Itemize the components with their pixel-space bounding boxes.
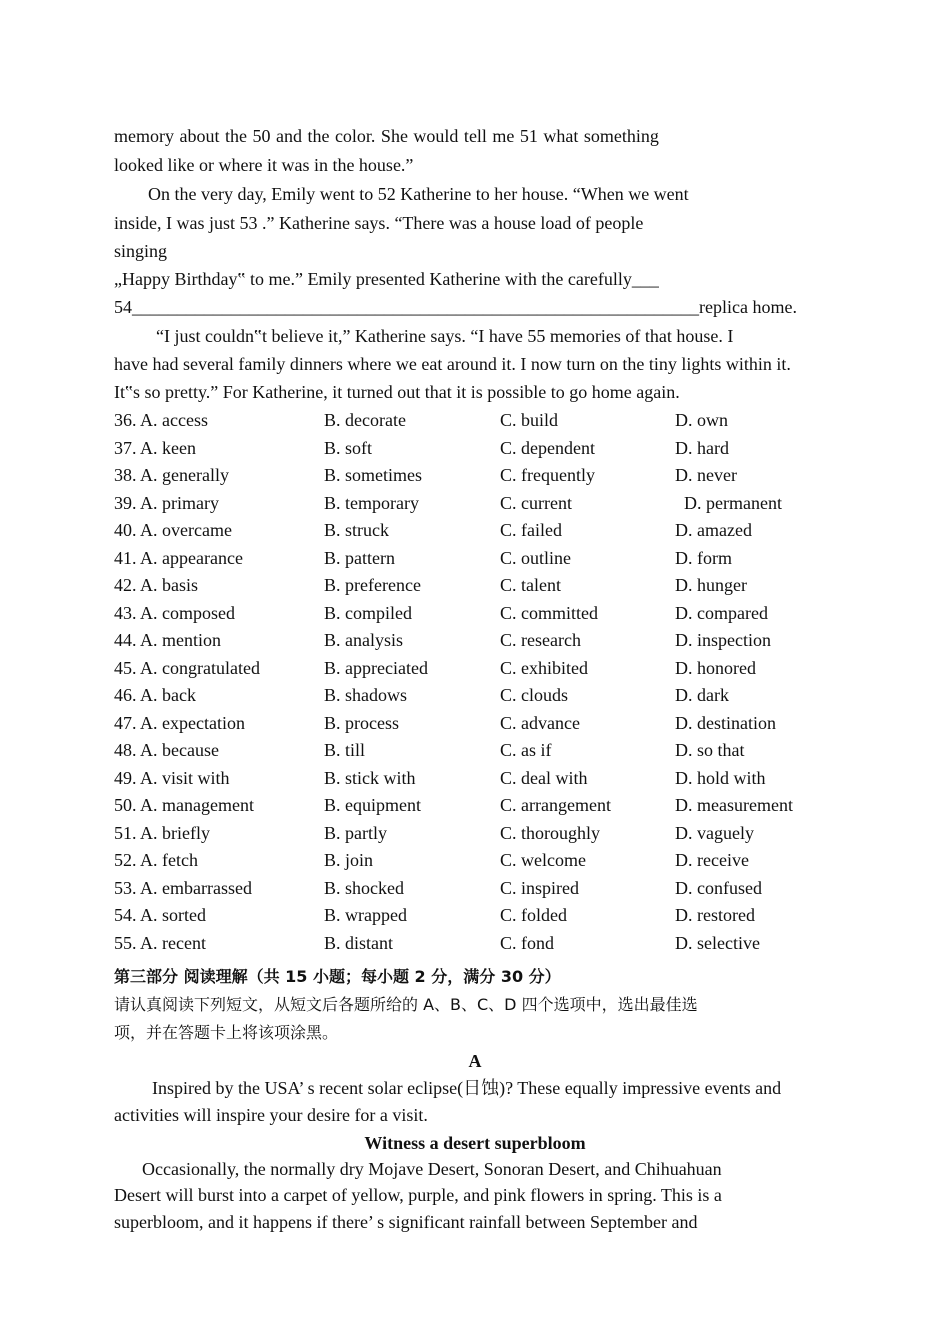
passage-line: have had several family dinners where we eat around it. I now turn on the tiny lights within it. (114, 354, 791, 374)
question-row (0, 736, 950, 764)
option-d: D. hold with (675, 767, 766, 788)
option-a: 40. A. overcame (114, 520, 232, 540)
option-d: D. form (675, 547, 732, 568)
question-row (0, 791, 950, 819)
option-c: C. exhibited (500, 657, 588, 678)
option-d: D. confused (675, 877, 762, 898)
option-b: B. appreciated (324, 657, 428, 678)
option-b: B. till (324, 740, 366, 760)
option-d: D. so that (675, 740, 745, 760)
option-a: 48. A. because (114, 740, 219, 760)
passage-line: „Happy Birthday‟ to me.” Emily presented Katherine with the carefully___ (114, 269, 659, 289)
option-b: B. soft (324, 437, 373, 458)
option-d: D. restored (675, 905, 755, 925)
option-d: D. dark (675, 685, 729, 705)
option-c: C. welcome (500, 850, 586, 870)
question-row (0, 929, 950, 957)
passage-line: looked like or where it was in the house.” (114, 155, 414, 175)
body-text: superbloom, and it happens if there’ s significant rainfall between September and (114, 1212, 698, 1232)
question-row (0, 846, 950, 874)
passage-line: 54_______________________________________________________________replica home. (114, 297, 797, 317)
option-b: B. partly (324, 822, 387, 843)
option-b: B. shadows (324, 685, 408, 705)
option-d: D. receive (675, 850, 749, 870)
option-b: B. compiled (324, 602, 412, 623)
option-a: 46. A. back (114, 685, 196, 705)
option-a: 52. A. fetch (114, 850, 198, 870)
question-row (0, 489, 950, 517)
question-row (0, 434, 950, 462)
option-a: 53. A. embarrassed (114, 877, 252, 898)
option-d: D. destination (675, 712, 776, 733)
option-c: C. clouds (500, 685, 569, 705)
option-d: D. hard (675, 437, 729, 458)
option-b: B. process (324, 712, 399, 733)
option-d: D. hunger (675, 575, 747, 595)
instruction-text: 项，并在答题卡上将该项涂黑。 (114, 1023, 339, 1042)
body-text: Occasionally, the normally dry Mojave Desert, Sonoran Desert, and Chihuahuan (142, 1159, 722, 1179)
option-c: C. fond (500, 932, 554, 953)
option-b: B. struck (324, 520, 389, 540)
option-b: B. distant (324, 932, 394, 953)
option-b: B. temporary (324, 492, 419, 513)
option-d: D. never (675, 465, 737, 485)
option-b: B. shocked (324, 877, 404, 898)
option-c: C. current (500, 492, 572, 513)
option-c: C. build (500, 410, 559, 430)
option-d: D. permanent (684, 492, 782, 513)
question-row (0, 654, 950, 682)
question-row (0, 571, 950, 599)
option-c: C. frequently (500, 465, 595, 485)
passage-line: inside, I was just 53 .” Katherine says. “There was a house load of people (114, 213, 644, 233)
passage-label: A (468, 1051, 482, 1071)
question-row (0, 599, 950, 627)
option-c: C. as if (500, 740, 552, 760)
question-row (0, 544, 950, 572)
question-row (0, 626, 950, 654)
option-a: 49. A. visit with (114, 767, 230, 788)
option-a: 37. A. keen (114, 437, 196, 458)
passage-line: On the very day, Emily went to 52 Katherine to her house. “When we went (148, 184, 689, 204)
option-c: C. arrangement (500, 795, 611, 815)
option-d: D. amazed (675, 520, 752, 540)
question-row (0, 406, 950, 434)
option-a: 54. A. sorted (114, 905, 206, 925)
option-c: C. research (500, 630, 581, 650)
instruction-text: 请认真阅读下列短文，从短文后各题所给的 A、B、C、D 四个选项中，选出最佳选 (114, 995, 698, 1014)
option-a: 44. A. mention (114, 630, 221, 650)
passage-line: It‟s so pretty.” For Katherine, it turned out that it is possible to go home again. (114, 382, 680, 402)
option-b: B. analysis (324, 630, 403, 650)
option-b: B. equipment (324, 795, 421, 815)
option-b: B. join (324, 850, 374, 870)
subheading: Witness a desert superbloom (364, 1133, 586, 1153)
option-c: C. folded (500, 905, 567, 925)
section-heading: 第三部分 阅读理解（共 15 小题；每小题 2 分，满分 30 分） (114, 967, 561, 986)
option-a: 41. A. appearance (114, 547, 243, 568)
body-text: Desert will burst into a carpet of yellow, purple, and pink flowers in spring. This is a (114, 1185, 722, 1205)
option-b: B. decorate (324, 410, 406, 430)
option-d: D. selective (675, 932, 760, 953)
question-row (0, 516, 950, 544)
option-d: D. honored (675, 657, 756, 678)
question-row (0, 874, 950, 902)
option-d: D. vaguely (675, 822, 754, 843)
option-a: 42. A. basis (114, 575, 199, 595)
passage-line: memory about the 50 and the color. She would tell me 51 what something (114, 126, 659, 146)
option-a: 45. A. congratulated (114, 657, 260, 678)
option-b: B. sometimes (324, 465, 422, 485)
option-c: C. talent (500, 575, 561, 595)
option-b: B. stick with (324, 767, 416, 788)
option-c: C. outline (500, 547, 571, 568)
option-b: B. wrapped (324, 905, 407, 925)
intro-text: activities will inspire your desire for a visit. (114, 1105, 428, 1125)
option-c: C. committed (500, 602, 598, 623)
passage-line: “I just couldn‟t believe it,” Katherine says. “I have 55 memories of that house. I (156, 326, 734, 346)
option-a: 39. A. primary (114, 492, 219, 513)
question-row (0, 709, 950, 737)
option-a: 36. A. access (114, 410, 208, 430)
option-a: 55. A. recent (114, 932, 206, 953)
intro-text: Inspired by the USA’ s recent solar eclipse(日蚀)? These equally impressive events and (152, 1078, 782, 1098)
option-c: C. inspired (500, 877, 579, 898)
option-c: C. advance (500, 712, 580, 733)
option-d: D. measurement (675, 795, 793, 815)
question-row (0, 819, 950, 847)
option-c: C. thoroughly (500, 822, 601, 843)
option-a: 51. A. briefly (114, 822, 210, 843)
question-row (0, 901, 950, 929)
question-row (0, 764, 950, 792)
option-c: C. dependent (500, 437, 595, 458)
option-d: D. own (675, 410, 728, 430)
option-b: B. preference (324, 575, 421, 595)
question-row (0, 461, 950, 489)
option-a: 47. A. expectation (114, 712, 245, 733)
option-d: D. compared (675, 602, 768, 623)
option-c: C. failed (500, 520, 562, 540)
option-a: 38. A. generally (114, 465, 229, 485)
question-row (0, 681, 950, 709)
option-d: D. inspection (675, 630, 771, 650)
option-a: 43. A. composed (114, 602, 235, 623)
option-b: B. pattern (324, 547, 395, 568)
passage-line: singing (114, 241, 168, 261)
option-c: C. deal with (500, 767, 588, 788)
option-a: 50. A. management (114, 795, 254, 815)
